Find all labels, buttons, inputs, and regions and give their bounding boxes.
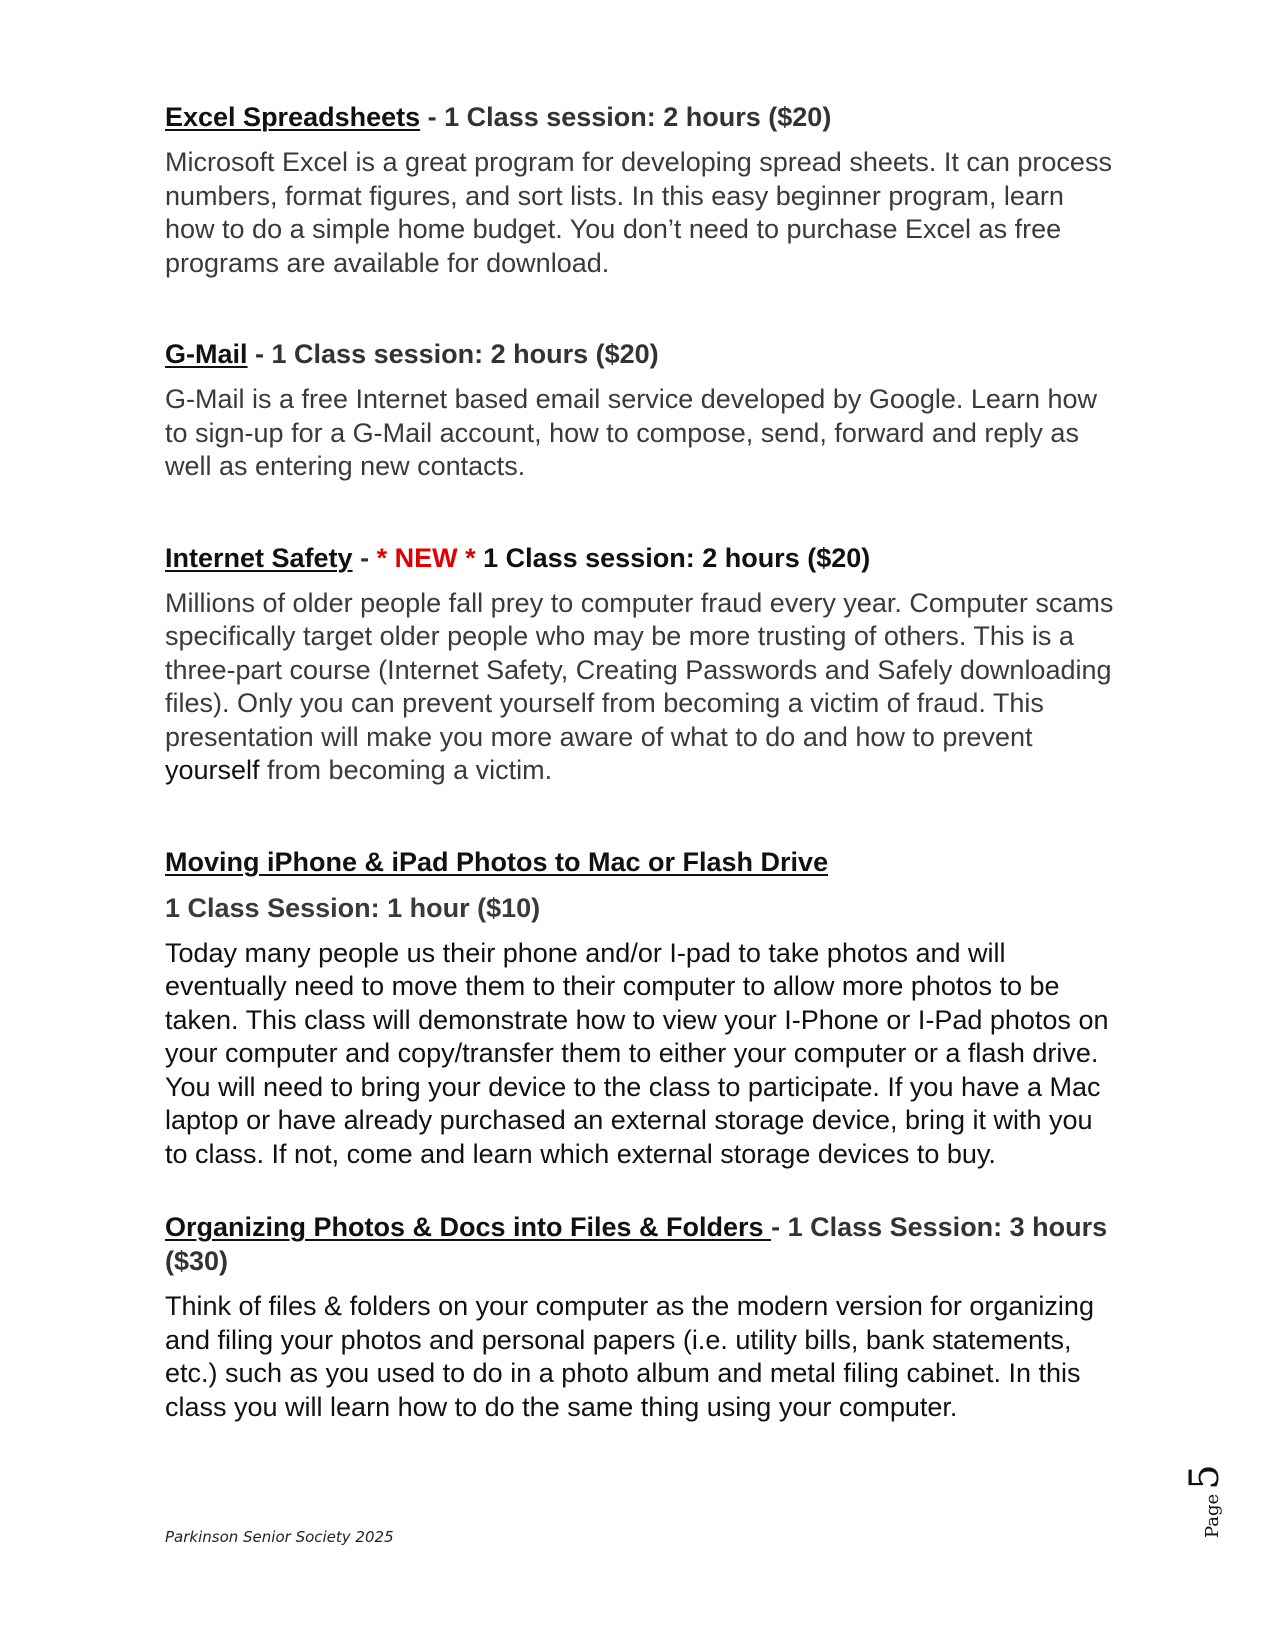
new-badge: * NEW *: [376, 542, 476, 573]
section-organizing-files: [165, 1210, 1115, 1424]
section-subheading: 1 Class Session: 1 hour ($10): [165, 892, 541, 923]
section-heading: [165, 1210, 1115, 1278]
section-heading: [165, 100, 1115, 134]
heading-separator: -: [247, 339, 272, 369]
section-title: G-Mail: [165, 339, 248, 369]
section-detail: 1 Class Session: 3 hours ($30): [165, 1212, 1108, 1276]
section-body: G-Mail is a free Internet based email service developed by Google. Learn how to sign-up for a G-Mail account, how to compose, send, forward and reply as well as entering new contacts.: [165, 384, 1098, 481]
content: [165, 100, 1115, 1424]
page-number-rotated: [1182, 1464, 1228, 1538]
section-body: Think of files & folders on your computer as the modern version for organizing and filing your photos and personal papers (i.e. utility bills, bank statements, etc.) such as you used to do in a photo album and metal filing cabinet. In this class you will learn how to do the same thing using your computer.: [165, 1291, 1094, 1422]
section-body: [165, 587, 1115, 788]
section-heading: [165, 541, 1115, 575]
section-moving-photos: [165, 845, 1115, 1172]
section-body: Today many people us their phone and/or I-pad to take photos and will eventually need to move them to their computer to allow more photos to be taken. This class will demonstrate how to view your I-Phone or I-Pad photos on your computer and copy/transfer them to either your computer or a flash drive. You will need to bring your device to the class to participate. If you have a Mac laptop or have already purchased an external storage device, bring it with you to class. If not, come and learn which external storage devices to buy.: [165, 937, 1109, 1169]
page-number-block: [1168, 1450, 1228, 1550]
page-number: 5: [1182, 1464, 1228, 1490]
section-detail: 1 Class session: 2 hours ($20): [444, 102, 832, 132]
section-body: Microsoft Excel is a great program for developing spread sheets. It can process numbers, format figures, and sort lists. In this easy beginner program, learn how to do a simple home budget. You don’t need to purchase Excel as free programs are available for download.: [165, 147, 1112, 278]
body-emphasis: yourself: [165, 755, 260, 785]
heading-separator: -: [771, 1212, 788, 1242]
page-label: Page: [1202, 1493, 1223, 1538]
body-text-start: Millions of older people fall prey to computer fraud every year. Computer scams specifically target older people who may be more trusting of others. This is a three-part course (Internet Safety, Creating Passwords and Safely downloading files). Only you can prevent yourself from becoming a victim of fraud. This presentation will make you more aware of what to do and how to prevent: [165, 587, 1114, 752]
section-heading: [165, 845, 1115, 879]
section-title: Moving iPhone & iPad Photos to Mac or Flash Drive: [165, 846, 829, 877]
section-excel: [165, 100, 1115, 280]
heading-separator: -: [420, 102, 445, 132]
section-heading: [165, 337, 1115, 371]
section-title: Organizing Photos & Docs into Files & Folders: [165, 1212, 772, 1242]
section-internet-safety: [165, 541, 1115, 788]
section-detail: 1 Class session: 2 hours ($20): [271, 339, 659, 369]
section-title: Excel Spreadsheets: [165, 102, 421, 132]
heading-separator: -: [352, 542, 377, 573]
footer-text: Parkinson Senior Society 2025: [165, 1528, 394, 1546]
section-gmail: [165, 337, 1115, 484]
section-detail: 1 Class session: 2 hours ($20): [475, 542, 871, 573]
body-text-end: from becoming a victim.: [259, 755, 553, 785]
section-title: Internet Safety: [165, 542, 353, 573]
